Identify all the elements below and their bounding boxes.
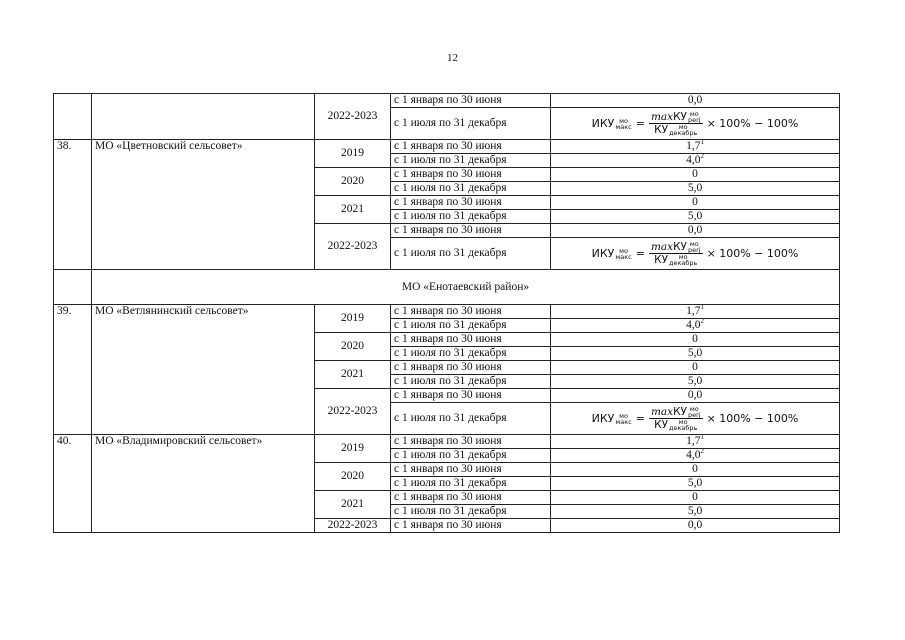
entity-name-cell-text: МО «Владимировский сельсовет» — [95, 435, 263, 447]
formula-num-ku: КУ — [673, 406, 687, 418]
formula-cell — [551, 238, 840, 270]
footnote-mark: 1 — [700, 434, 704, 441]
period-cell-text: с 1 июля по 31 декабря — [394, 347, 507, 359]
period-cell — [391, 477, 551, 491]
formula-max: max — [650, 111, 674, 123]
formula-lhs-sup: мо — [619, 247, 628, 255]
value-cell-text: 0 — [692, 196, 698, 208]
value-cell-text: 1,7 — [686, 140, 701, 152]
value-cell-text: 0 — [692, 361, 698, 373]
period-cell-text: с 1 июля по 31 декабря — [394, 477, 507, 489]
period-cell-text: с 1 июля по 31 декабря — [394, 319, 507, 331]
formula-lhs-sub: макс — [615, 418, 632, 426]
formula-den-sup: мо — [678, 253, 688, 261]
formula-num-sub: perj — [687, 116, 701, 124]
period-cell-text: с 1 июля по 31 декабря — [394, 210, 507, 222]
formula-den-ku: КУ — [654, 419, 668, 431]
period-cell-text: с 1 июля по 31 декабря — [394, 375, 507, 387]
formula-lhs-sub: макс — [615, 253, 632, 261]
period-cell — [391, 196, 551, 210]
table-row — [54, 94, 840, 108]
formula-tail: × 100% − 100% — [706, 117, 799, 130]
entity-name-cell-text: МО «Цветновский сельсовет» — [95, 140, 243, 152]
table-row — [54, 305, 840, 319]
year-cell — [315, 463, 391, 491]
value-cell-text: 0 — [692, 333, 698, 345]
value-cell — [551, 140, 840, 154]
value-cell-text: 4,0 — [686, 319, 701, 331]
value-cell — [551, 389, 840, 403]
formula-equals: = — [635, 117, 645, 130]
year-cell-text: 2022-2023 — [327, 519, 378, 531]
period-cell — [391, 154, 551, 168]
year-cell-text: 2020 — [341, 175, 364, 187]
row-number-cell-text: 38. — [57, 140, 72, 152]
period-cell-text: с 1 января по 30 июня — [394, 168, 502, 180]
formula-num-sup: мо — [689, 405, 699, 413]
year-cell — [315, 224, 391, 270]
footnote-mark: 2 — [700, 448, 704, 455]
period-cell-text: с 1 июля по 31 декабря — [394, 412, 507, 424]
period-cell-text: с 1 января по 30 июня — [394, 389, 502, 401]
district-heading-text: МО «Енотаевский район» — [401, 280, 530, 293]
year-cell-text: 2021 — [341, 498, 364, 510]
period-cell-text: с 1 января по 30 июня — [394, 224, 502, 236]
period-cell — [391, 319, 551, 333]
period-cell — [391, 361, 551, 375]
formula-lhs-sup: мо — [619, 412, 628, 420]
formula-equals: = — [635, 412, 645, 425]
formula-cell — [551, 108, 840, 140]
max-index-formula — [592, 241, 799, 266]
row-number-cell — [54, 435, 92, 533]
period-cell — [391, 224, 551, 238]
formula-num-sup: мо — [689, 110, 699, 118]
footnote-mark: 2 — [700, 318, 704, 325]
period-cell-text: с 1 января по 30 июня — [394, 491, 502, 503]
period-cell — [391, 389, 551, 403]
value-cell-text: 5,0 — [687, 182, 703, 194]
period-cell — [391, 305, 551, 319]
year-cell — [315, 361, 391, 389]
year-cell — [315, 168, 391, 196]
period-cell — [391, 347, 551, 361]
period-cell-text: с 1 июля по 31 декабря — [394, 154, 507, 166]
year-cell — [315, 333, 391, 361]
formula-fraction — [649, 406, 703, 431]
period-cell-text: с 1 июля по 31 декабря — [394, 505, 507, 517]
period-cell-text: с 1 января по 30 июня — [394, 333, 502, 345]
formula-num-ku: КУ — [673, 241, 687, 253]
value-cell — [551, 491, 840, 505]
value-cell — [551, 477, 840, 491]
row-number-cell — [54, 94, 92, 140]
formula-tail: × 100% − 100% — [706, 247, 799, 260]
entity-name-cell — [92, 140, 315, 270]
row-number-cell — [54, 140, 92, 270]
year-cell-text: 2022-2023 — [327, 110, 378, 122]
formula-lhs: ИКУ — [591, 412, 615, 425]
value-cell-text: 0,0 — [687, 519, 703, 531]
formula-num-ku: КУ — [673, 111, 687, 123]
value-cell-text: 5,0 — [687, 477, 703, 489]
formula-den-sup: мо — [678, 123, 688, 131]
formula-den-sub: декабрь — [669, 129, 698, 137]
period-cell — [391, 435, 551, 449]
period-cell-text: с 1 января по 30 июня — [394, 196, 502, 208]
period-cell — [391, 491, 551, 505]
entity-name-cell-text: МО «Ветлянинский сельсовет» — [95, 305, 249, 317]
period-cell-text: с 1 января по 30 июня — [394, 305, 502, 317]
period-cell-text: с 1 января по 30 июня — [394, 519, 502, 531]
row-number-cell — [54, 270, 92, 305]
value-cell-text: 5,0 — [687, 210, 703, 222]
value-cell-text: 0 — [692, 168, 698, 180]
row-number-cell-text: 40. — [57, 435, 72, 447]
period-cell-text: с 1 июля по 31 декабря — [394, 117, 507, 129]
value-cell-text: 5,0 — [687, 347, 703, 359]
formula-den-ku: КУ — [654, 124, 668, 136]
value-cell — [551, 94, 840, 108]
district-heading — [92, 270, 840, 305]
value-cell-text: 1,7 — [686, 305, 701, 317]
value-cell — [551, 319, 840, 333]
period-cell-text: с 1 июля по 31 декабря — [394, 449, 507, 461]
value-cell — [551, 375, 840, 389]
year-cell-text: 2022-2023 — [327, 240, 378, 252]
period-cell — [391, 210, 551, 224]
period-cell — [391, 463, 551, 477]
year-cell-text: 2020 — [341, 340, 364, 352]
year-cell — [315, 140, 391, 168]
formula-max: max — [650, 406, 674, 418]
value-cell — [551, 154, 840, 168]
formula-cell — [551, 403, 840, 435]
footnote-mark: 1 — [700, 304, 704, 311]
formula-lhs: ИКУ — [591, 117, 615, 130]
value-cell — [551, 333, 840, 347]
period-cell — [391, 108, 551, 140]
period-cell — [391, 94, 551, 108]
value-cell — [551, 505, 840, 519]
value-cell — [551, 224, 840, 238]
period-cell-text: с 1 июля по 31 декабря — [394, 247, 507, 259]
value-cell-text: 0,0 — [687, 94, 703, 106]
year-cell-text: 2019 — [341, 147, 364, 159]
value-cell-text: 0,0 — [687, 389, 703, 401]
max-index-formula — [592, 406, 799, 431]
formula-max: max — [650, 241, 674, 253]
year-cell — [315, 196, 391, 224]
value-cell — [551, 196, 840, 210]
value-cell-text: 1,7 — [686, 435, 701, 447]
formula-fraction — [649, 241, 703, 266]
period-cell — [391, 519, 551, 533]
formula-den-sub: декабрь — [669, 424, 698, 432]
value-cell-text: 4,0 — [686, 449, 701, 461]
period-cell — [391, 238, 551, 270]
year-cell-text: 2022-2023 — [327, 405, 378, 417]
period-cell-text: с 1 января по 30 июня — [394, 94, 502, 106]
year-cell — [315, 491, 391, 519]
year-cell — [315, 435, 391, 463]
formula-equals: = — [635, 247, 645, 260]
table-row — [54, 435, 840, 449]
formula-den-sup: мо — [678, 418, 688, 426]
year-cell — [315, 94, 391, 140]
period-cell — [391, 182, 551, 196]
period-cell — [391, 375, 551, 389]
row-number-cell — [54, 305, 92, 435]
year-cell — [315, 305, 391, 333]
year-cell-text: 2021 — [341, 368, 364, 380]
value-cell — [551, 210, 840, 224]
period-cell-text: с 1 января по 30 июня — [394, 140, 502, 152]
value-cell-text: 5,0 — [687, 505, 703, 517]
year-cell-text: 2019 — [341, 312, 364, 324]
entity-name-cell — [92, 435, 315, 533]
period-cell — [391, 333, 551, 347]
period-cell — [391, 449, 551, 463]
value-cell — [551, 519, 840, 533]
entity-name-cell — [92, 94, 315, 140]
footnote-mark: 1 — [700, 139, 704, 146]
year-cell — [315, 519, 391, 533]
formula-tail: × 100% − 100% — [706, 412, 799, 425]
year-cell — [315, 389, 391, 435]
formula-lhs-sub: макс — [615, 123, 632, 131]
period-cell-text: с 1 января по 30 июня — [394, 361, 502, 373]
entity-name-cell — [92, 305, 315, 435]
period-cell-text: с 1 января по 30 июня — [394, 463, 502, 475]
formula-den-ku: КУ — [654, 254, 668, 266]
value-cell — [551, 347, 840, 361]
value-cell — [551, 182, 840, 196]
formula-num-sub: perj — [687, 246, 701, 254]
period-cell — [391, 505, 551, 519]
value-cell-text: 0,0 — [687, 224, 703, 236]
value-cell — [551, 361, 840, 375]
value-cell-text: 4,0 — [686, 154, 701, 166]
value-cell-text: 0 — [692, 463, 698, 475]
period-cell-text: с 1 июля по 31 декабря — [394, 182, 507, 194]
max-index-formula — [592, 111, 799, 136]
period-cell — [391, 168, 551, 182]
period-cell — [391, 140, 551, 154]
formula-num-sub: perj — [687, 411, 701, 419]
value-cell-text: 0 — [692, 491, 698, 503]
formula-den-sub: декабрь — [669, 259, 698, 267]
year-cell-text: 2020 — [341, 470, 364, 482]
year-cell-text: 2021 — [341, 203, 364, 215]
formula-lhs: ИКУ — [591, 247, 615, 260]
value-cell — [551, 305, 840, 319]
period-cell — [391, 403, 551, 435]
value-cell — [551, 168, 840, 182]
value-cell — [551, 463, 840, 477]
page-number: 12 — [447, 52, 458, 64]
period-cell-text: с 1 января по 30 июня — [394, 435, 502, 447]
formula-lhs-sup: мо — [619, 117, 628, 125]
tariff-index-table — [53, 93, 840, 533]
year-cell-text: 2019 — [341, 442, 364, 454]
value-cell — [551, 449, 840, 463]
formula-fraction — [649, 111, 703, 136]
row-number-cell-text: 39. — [57, 305, 72, 317]
table-row — [54, 140, 840, 154]
district-row — [54, 270, 840, 305]
footnote-mark: 2 — [700, 153, 704, 160]
value-cell-text: 5,0 — [687, 375, 703, 387]
value-cell — [551, 435, 840, 449]
formula-num-sup: мо — [689, 240, 699, 248]
